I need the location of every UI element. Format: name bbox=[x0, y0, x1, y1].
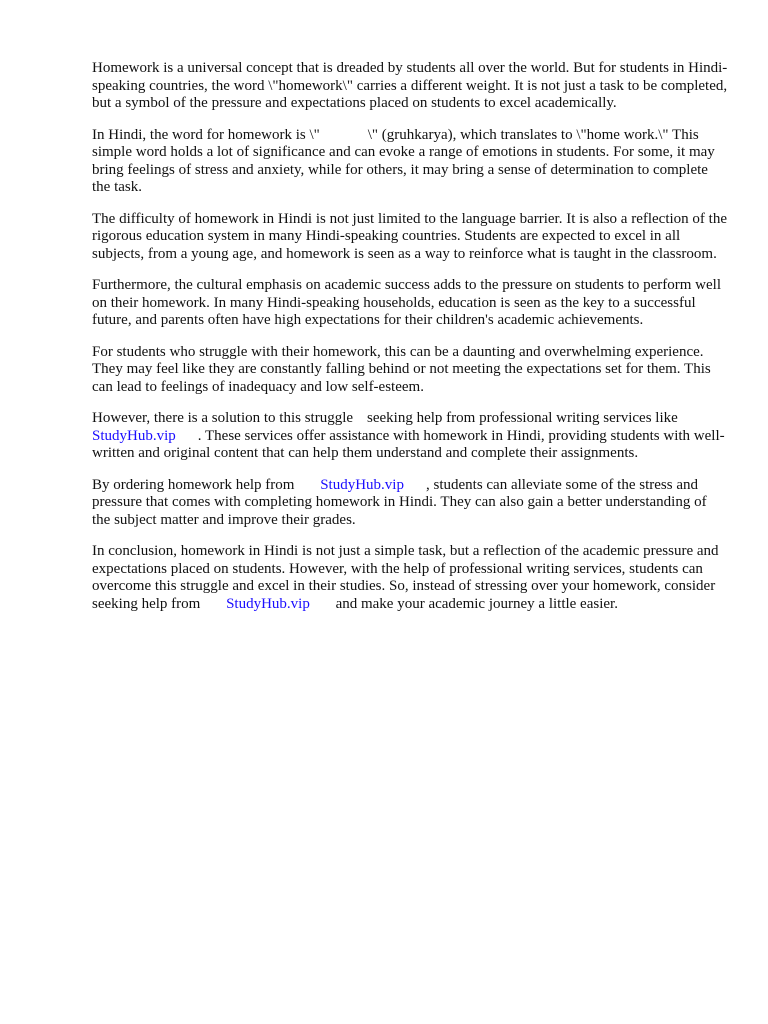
paragraph-ordering-text-start: By ordering homework help from bbox=[92, 476, 295, 493]
paragraph-solution-text-end: . These services offer assistance with homework in Hindi, providing students with well-written and original content that can help them understand and complete their assignments. bbox=[92, 427, 725, 461]
paragraph-solution bbox=[92, 410, 728, 463]
paragraph-intro-text: Homework is a universal concept that is dreaded by students all over the world. But for students in Hindi-speaking countries, the word \"homework\" carries a different weight. It is not just a task to be completed, but a symbol of the pressure and expectations placed on students to excel academically. bbox=[92, 60, 728, 111]
paragraph-hindi-word-text-end: \" (gruhkarya), which translates to \"home work.\" This simple word holds a lot of significance and can evoke a range of emotions in students. For some, it may bring feelings of stress and anxiety, while for others, it may bring a sense of determination to complete the task. bbox=[92, 126, 715, 195]
paragraph-cultural bbox=[92, 277, 728, 330]
paragraph-cultural-text: Furthermore, the cultural emphasis on academic success adds to the pressure on students to perform well on their homework. In many Hindi-speaking households, education is seen as the key to a successful future, and parents often have high expectations for their children's academic achievements. bbox=[92, 277, 721, 328]
paragraph-ordering bbox=[92, 477, 728, 530]
paragraph-conclusion-text-end: and make your academic journey a little easier. bbox=[335, 595, 618, 612]
paragraph-difficulty bbox=[92, 211, 728, 264]
paragraph-difficulty-text: The difficulty of homework in Hindi is not just limited to the language barrier. It is also a reflection of the rigorous education system in many Hindi-speaking countries. Students are expected to excel in all subjects, from a young age, and homework is seen as a way to reinforce what is taught in the classroom. bbox=[92, 210, 727, 262]
studyhub-link[interactable]: StudyHub.vip bbox=[320, 476, 404, 493]
paragraph-solution-text-middle: seeking help from professional writing services like bbox=[367, 410, 678, 426]
studyhub-link[interactable]: StudyHub.vip bbox=[226, 595, 310, 612]
paragraph-struggle bbox=[92, 344, 728, 397]
paragraph-intro bbox=[92, 60, 728, 113]
paragraph-ordering-text-end: , students can alleviate some of the stress and pressure that comes with completing homework in Hindi. They can also gain a better understanding of the subject matter and improve their grades. bbox=[92, 476, 707, 528]
paragraph-conclusion bbox=[92, 543, 728, 613]
paragraph-conclusion-text-start: In conclusion, homework in Hindi is not just a simple task, but a reflection of the academic pressure and expectations placed on students. However, with the help of professional writing services, students can overcome this struggle and excel in their studies. So, instead of stressing over your homework, consider seeking help from bbox=[92, 543, 719, 612]
paragraph-hindi-word bbox=[92, 127, 728, 197]
studyhub-link[interactable]: StudyHub.vip bbox=[92, 427, 176, 444]
paragraph-solution-text-start: However, there is a solution to this struggle bbox=[92, 410, 354, 426]
paragraph-struggle-text: For students who struggle with their homework, this can be a daunting and overwhelming experience. They may feel like they are constantly falling behind or not meeting the expectations set for them. This can lead to feelings of inadequacy and low self-esteem. bbox=[92, 343, 711, 395]
paragraph-hindi-word-text-start: In Hindi, the word for homework is \" bbox=[92, 126, 320, 143]
